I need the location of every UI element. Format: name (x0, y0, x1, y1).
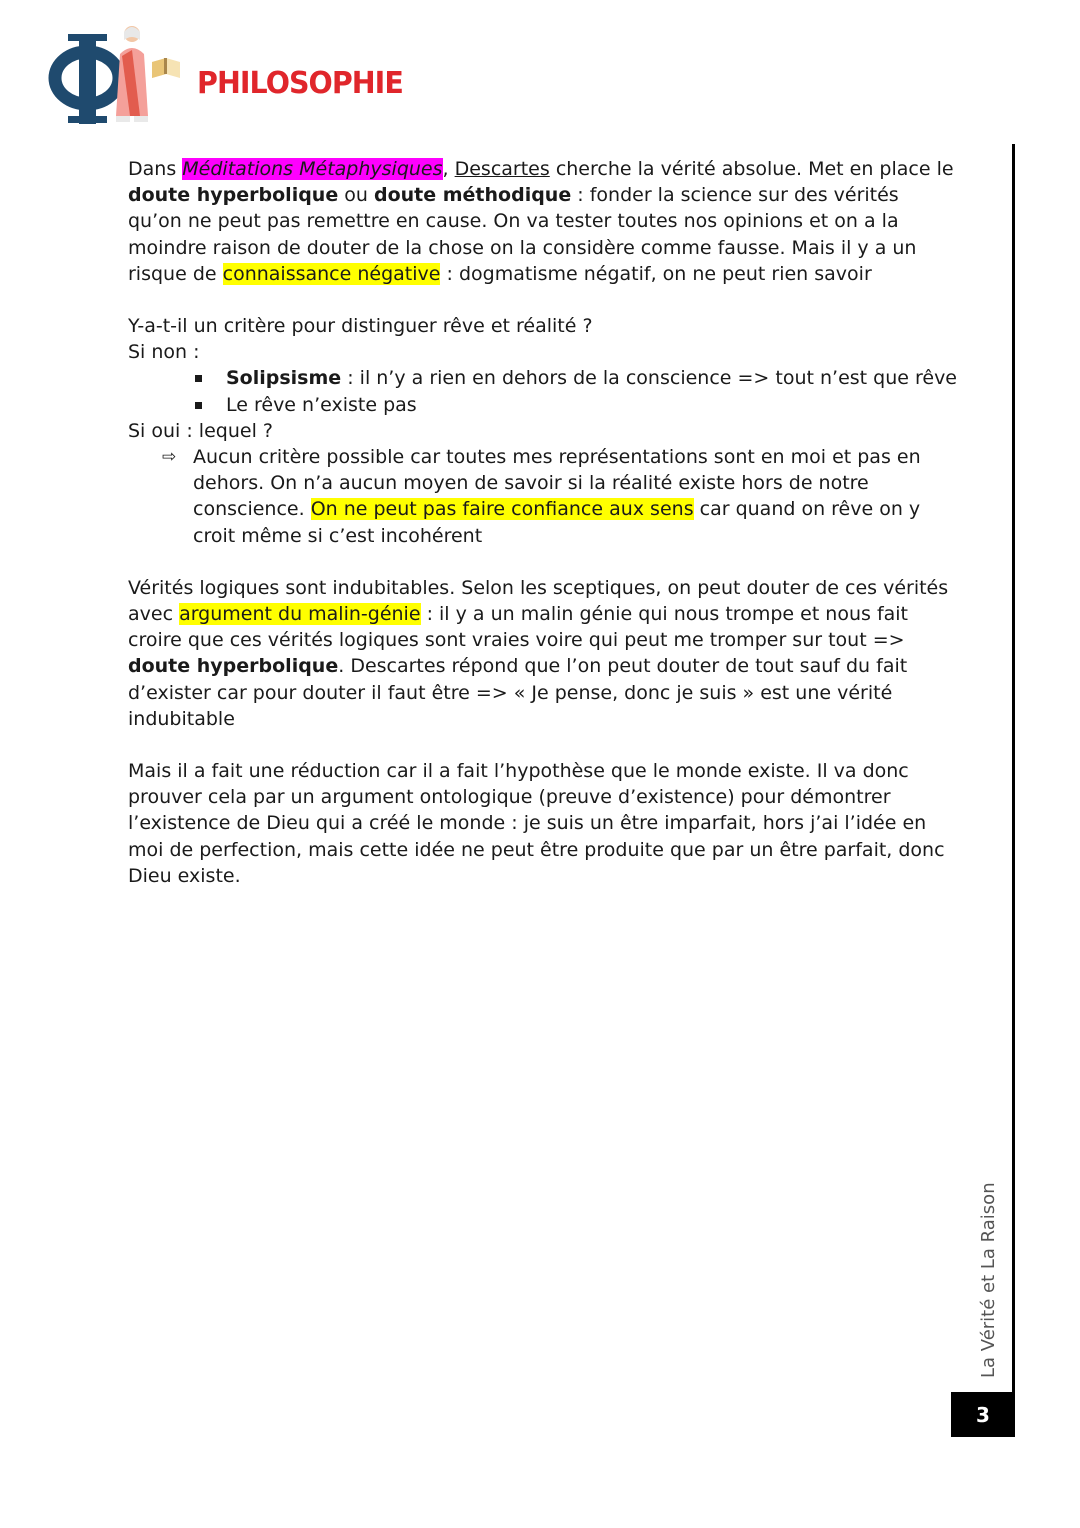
si-oui-line: Si oui : lequel ? (128, 419, 273, 442)
highlight-term: On ne peut pas faire confiance aux sens (310, 498, 694, 521)
list-item: Le rêve n’existe pas (128, 392, 958, 418)
text: Aucun critère possible car toutes mes représentations sont en moi et pas en dehors. On n’a aucun moyen de savoir si la réalité existe hors de notre conscience. (193, 446, 921, 521)
list-item (128, 365, 958, 391)
arrow-right-icon: ⇨ (162, 447, 177, 468)
text: : il y a un malin génie qui nous trompe et nous fait croire que ces vérités logiques sont vraies voire qui peut me tromper sur tout => (128, 603, 909, 652)
bold-term: doute hyperbolique (128, 655, 339, 678)
paragraph-descartes-doubt (128, 156, 958, 287)
question-line: Y-a-t-il un critère pour distinguer rêve et réalité ? (128, 315, 593, 338)
text: : il n’y a rien en dehors de la conscience => tout n’est que rêve (341, 367, 957, 390)
text: Dans (128, 158, 183, 180)
book-icon (152, 58, 180, 78)
text: Vérités logiques sont indubitables. Selon les sceptiques, on peut douter de ces vérités avec (128, 576, 949, 626)
text: , (442, 158, 455, 180)
si-non-line: Si non : (128, 341, 200, 364)
paragraph-gap (128, 732, 958, 758)
text: . Descartes répond que l’on peut douter de tout sauf du fait d’exister car pour douter il faut être => « Je pense, donc je suis » est une vérité indubitable (128, 655, 908, 730)
bullet-list (128, 365, 958, 417)
text: : fonder la science sur des vérités qu’on ne peut pas remettre en cause. On va tester toutes nos opinions et on a la moindre raison de douter de la chose on la considère comme fausse. Mais il y a un risque de (128, 184, 917, 285)
chapter-label: La Vérité et La Raison (978, 1182, 999, 1378)
highlight-term: argument du malin-génie (179, 603, 421, 626)
highlight-term: connaissance négative (222, 262, 441, 285)
header-title: PHILOSOPHIE (197, 66, 403, 101)
paragraph-ontological-argument: Mais il a fait une réduction car il a fait l’hypothèse que le monde existe. Il va donc prouver cela par un argument ontologique (preuve d’existence) pour démontrer l’existence de Dieu qui a créé le monde : je suis un être imparfait, hors j’ai l’idée en moi de perfection, mais cette idée ne peut être produite que par un être parfait, donc Dieu existe. (128, 760, 945, 887)
phi-logo-icon (40, 20, 190, 130)
paragraph-gap (128, 549, 958, 575)
text: : dogmatisme négatif, on ne peut rien savoir (440, 262, 872, 285)
bold-term: Solipsisme (226, 367, 342, 390)
page-number: 3 (951, 1392, 1015, 1437)
paragraph-gap (128, 287, 958, 313)
author-name: Descartes (454, 158, 550, 180)
highlight-work-title: Méditations Métaphysiques (182, 158, 443, 180)
arrow-item (128, 444, 958, 549)
margin-rule (1012, 144, 1015, 1437)
text: ou (338, 184, 374, 207)
philosopher-figure-icon (116, 26, 148, 122)
paragraph-malin-genie (128, 575, 958, 732)
bold-term: doute méthodique (373, 184, 572, 207)
text: car quand on rêve on y croit même si c’est incohérent (193, 498, 921, 547)
page-content (128, 156, 958, 889)
bold-term: doute hyperbolique (128, 184, 339, 207)
text: cherche la vérité absolue. Met en place le (549, 158, 954, 180)
phi-philosopher-logo (40, 20, 190, 130)
